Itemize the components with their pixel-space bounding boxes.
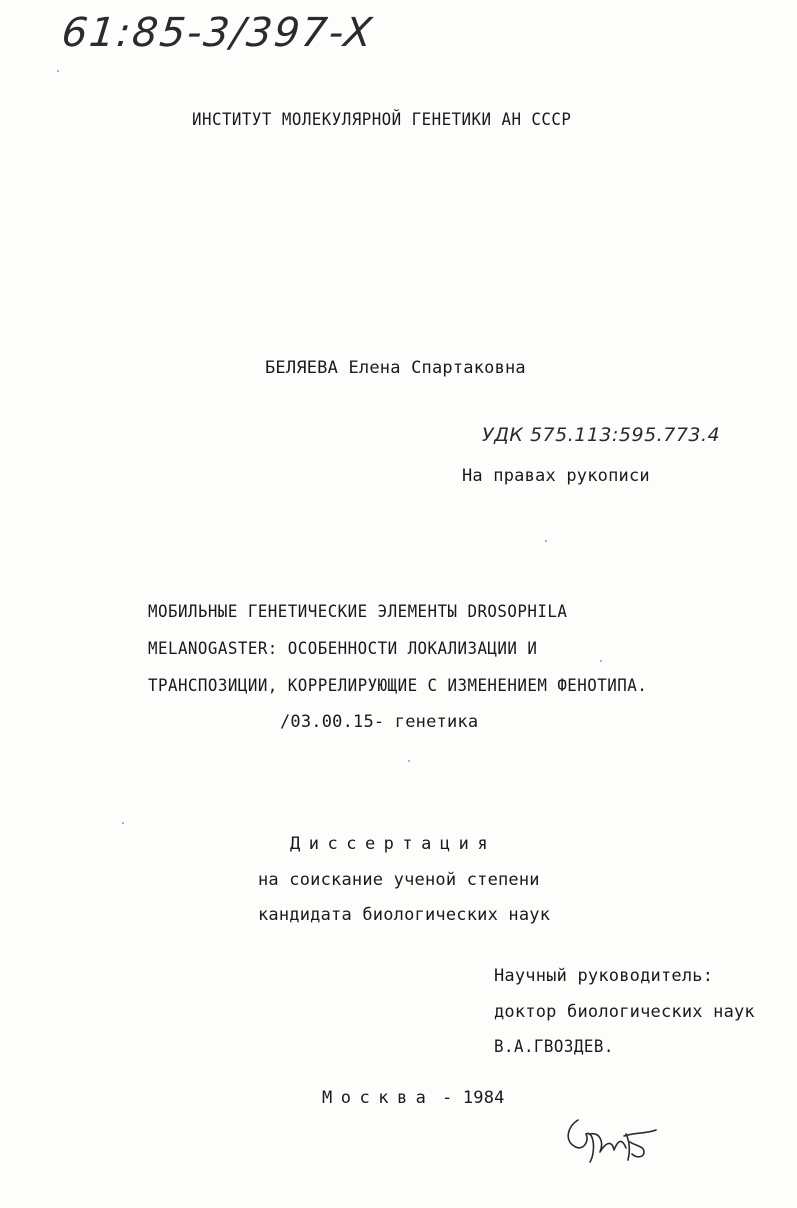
- paper-speck: [600, 660, 602, 662]
- title-line-2: MELANOGASTER: ОСОБЕННОСТИ ЛОКАЛИЗАЦИИ И: [148, 639, 538, 659]
- year: - 1984: [442, 1088, 505, 1108]
- degree-line-2: на соискание ученой степени: [258, 870, 540, 890]
- paper-speck: [545, 540, 547, 542]
- supervisor-name: В.А.ГВОЗДЕВ.: [494, 1037, 614, 1057]
- supervisor-degree: доктор биологических наук: [494, 1002, 755, 1022]
- paper-speck: [57, 70, 59, 72]
- rights-notice: На правах рукописи: [462, 466, 650, 486]
- institute-name: ИНСТИТУТ МОЛЕКУЛЯРНОЙ ГЕНЕТИКИ АН СССР: [192, 110, 572, 130]
- city: Москва: [322, 1088, 435, 1108]
- degree-title: Диссертация: [290, 834, 497, 854]
- paper-speck: [122, 822, 124, 824]
- title-line-1: МОБИЛЬНЫЕ ГЕНЕТИЧЕСКИЕ ЭЛЕМЕНТЫ DROSOPHILA: [148, 602, 568, 622]
- author-name: БЕЛЯЕВА Елена Спартаковна: [265, 358, 526, 378]
- title-line-3: ТРАНСПОЗИЦИИ, КОРРЕЛИРУЮЩИЕ С ИЗМЕНЕНИЕМ ФЕНОТИПА.: [148, 676, 648, 696]
- shelf-mark: 61:85-3/397-X: [59, 10, 376, 56]
- supervisor-label: Научный руководитель:: [494, 966, 714, 986]
- degree-line-3: кандидата биологических наук: [258, 905, 551, 925]
- udk-code: УДК 575.113:595.773.4: [482, 424, 721, 446]
- paper-speck: [408, 760, 410, 762]
- signature-mark: [560, 1112, 670, 1172]
- specialty-code: /03.00.15- генетика: [280, 712, 479, 732]
